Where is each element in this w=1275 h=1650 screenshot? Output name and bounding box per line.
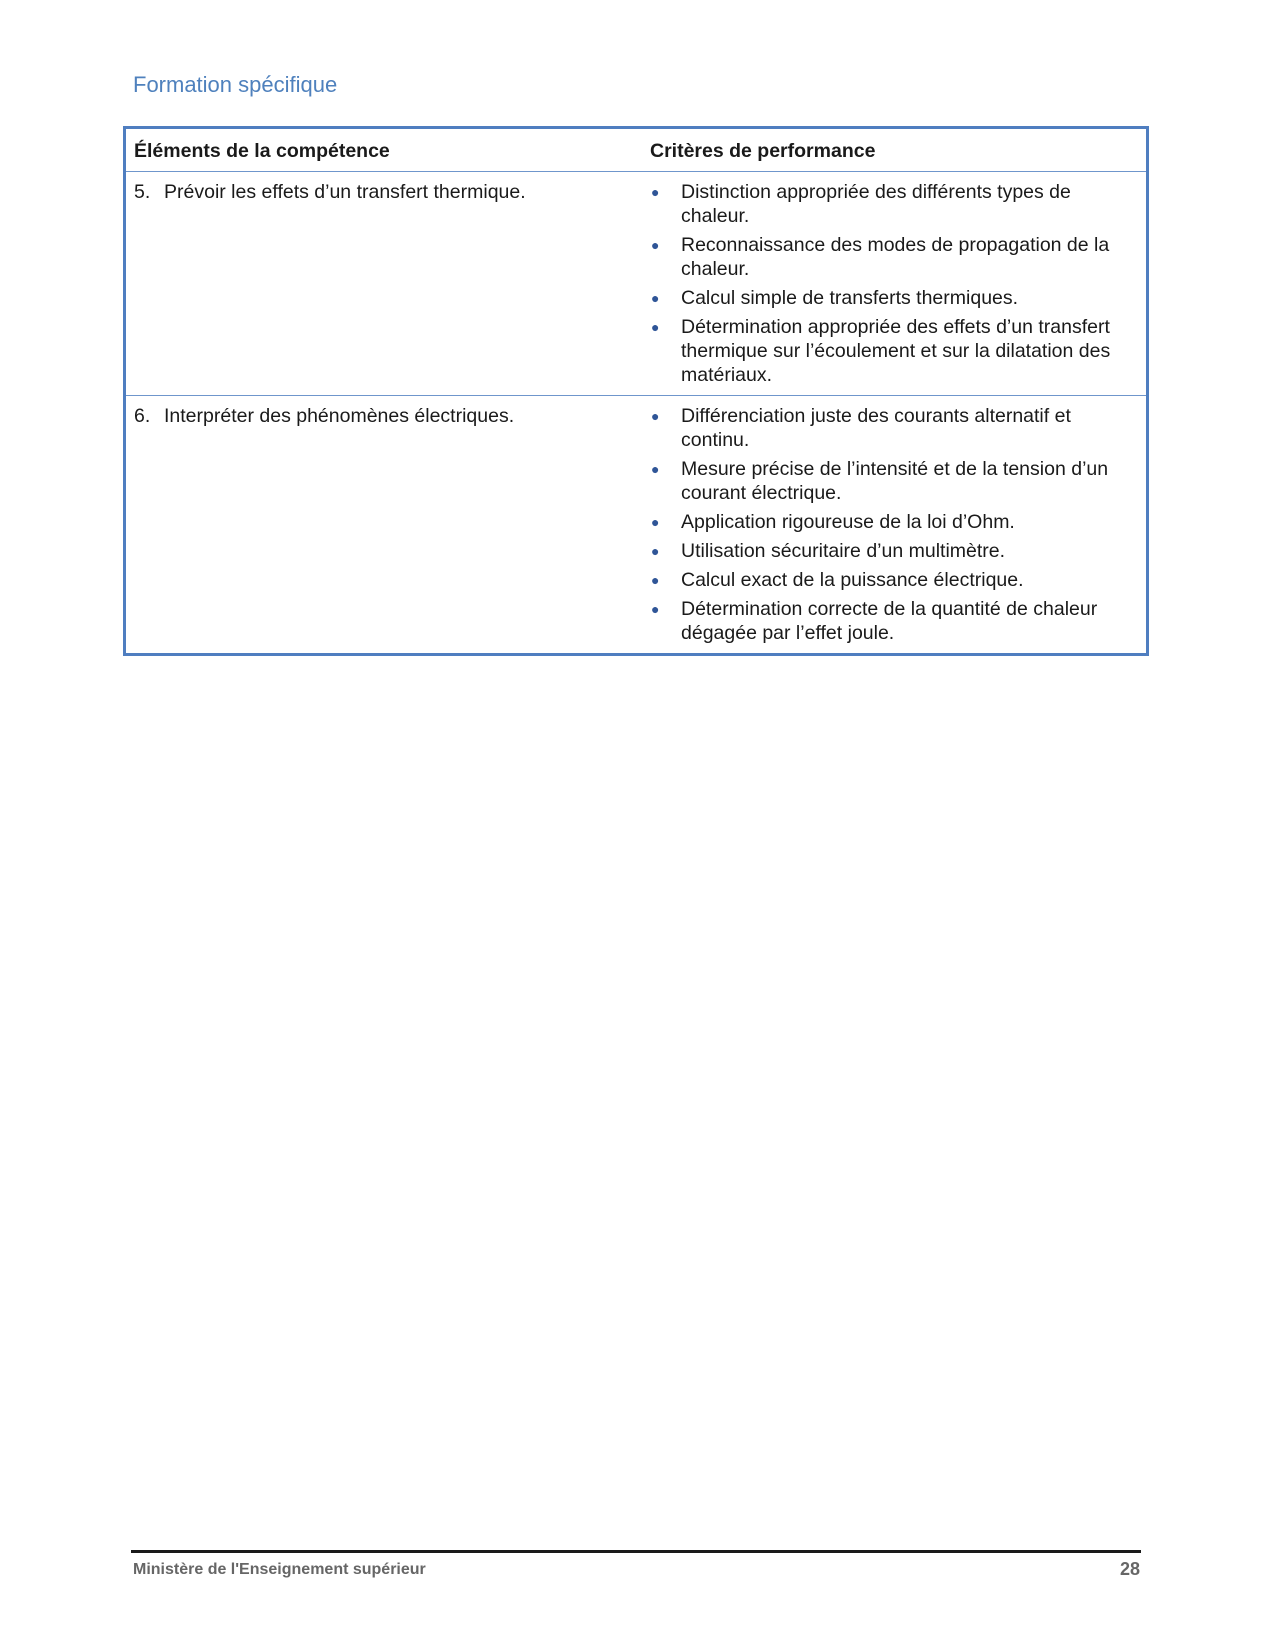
bullet-icon: ●	[651, 601, 660, 617]
list-item	[650, 539, 1138, 563]
header-elements: Éléments de la compétence	[125, 128, 643, 172]
criterion-text: Calcul exact de la puissance électrique.	[681, 569, 1024, 591]
criterion-text: Application rigoureuse de la loi d’Ohm.	[681, 511, 1015, 533]
criteria-cell	[642, 172, 1148, 396]
list-item	[650, 315, 1138, 387]
element-text: Prévoir les effets d’un transfert thermique.	[164, 181, 526, 203]
list-item	[650, 286, 1138, 310]
page-number: 28	[1119, 1559, 1140, 1579]
criterion-text: Reconnaissance des modes de propagation de la chaleur.	[681, 234, 1110, 280]
element-number: 6.	[134, 405, 151, 427]
bullet-icon: ●	[651, 237, 660, 253]
table-row	[125, 396, 1148, 655]
criterion-text: Détermination correcte de la quantité de chaleur dégagée par l’effet joule.	[681, 598, 1098, 644]
bullet-icon: ●	[651, 461, 660, 477]
bullet-icon: ●	[651, 514, 660, 530]
criteria-cell	[642, 396, 1148, 655]
criteria-list	[650, 404, 1138, 645]
criterion-text: Mesure précise de l’intensité et de la tension d’un courant électrique.	[681, 458, 1109, 504]
list-item	[650, 180, 1138, 228]
list-item	[650, 457, 1138, 505]
footer-divider	[131, 1550, 1141, 1553]
section-title: Formation spécifique	[133, 72, 338, 97]
list-item	[650, 233, 1138, 281]
criterion-text: Utilisation sécuritaire d’un multimètre.	[681, 540, 1006, 562]
bullet-icon: ●	[651, 290, 660, 306]
bullet-icon: ●	[651, 184, 660, 200]
list-item	[650, 510, 1138, 534]
footer-publisher: Ministère de l'Enseignement supérieur	[133, 1561, 426, 1578]
criterion-text: Distinction appropriée des différents types de chaleur.	[681, 181, 1071, 227]
element-number: 5.	[134, 181, 151, 203]
list-item	[650, 597, 1138, 645]
criteria-list	[650, 180, 1138, 387]
criterion-text: Différenciation juste des courants alternatif et continu.	[681, 405, 1071, 451]
competence-table	[123, 126, 1149, 656]
bullet-icon: ●	[651, 543, 660, 559]
element-cell	[125, 396, 643, 655]
table-header-row	[125, 128, 1148, 172]
table-row	[125, 172, 1148, 396]
criterion-text: Calcul simple de transferts thermiques.	[681, 287, 1019, 309]
bullet-icon: ●	[651, 319, 660, 335]
bullet-icon: ●	[651, 572, 660, 588]
criterion-text: Détermination appropriée des effets d’un transfert thermique sur l’écoulement et sur la dilatation des matériaux.	[681, 316, 1111, 386]
list-item	[650, 568, 1138, 592]
header-criteria: Critères de performance	[642, 128, 1148, 172]
bullet-icon: ●	[651, 408, 660, 424]
element-cell	[125, 172, 643, 396]
list-item	[650, 404, 1138, 452]
element-text: Interpréter des phénomènes électriques.	[164, 405, 515, 427]
